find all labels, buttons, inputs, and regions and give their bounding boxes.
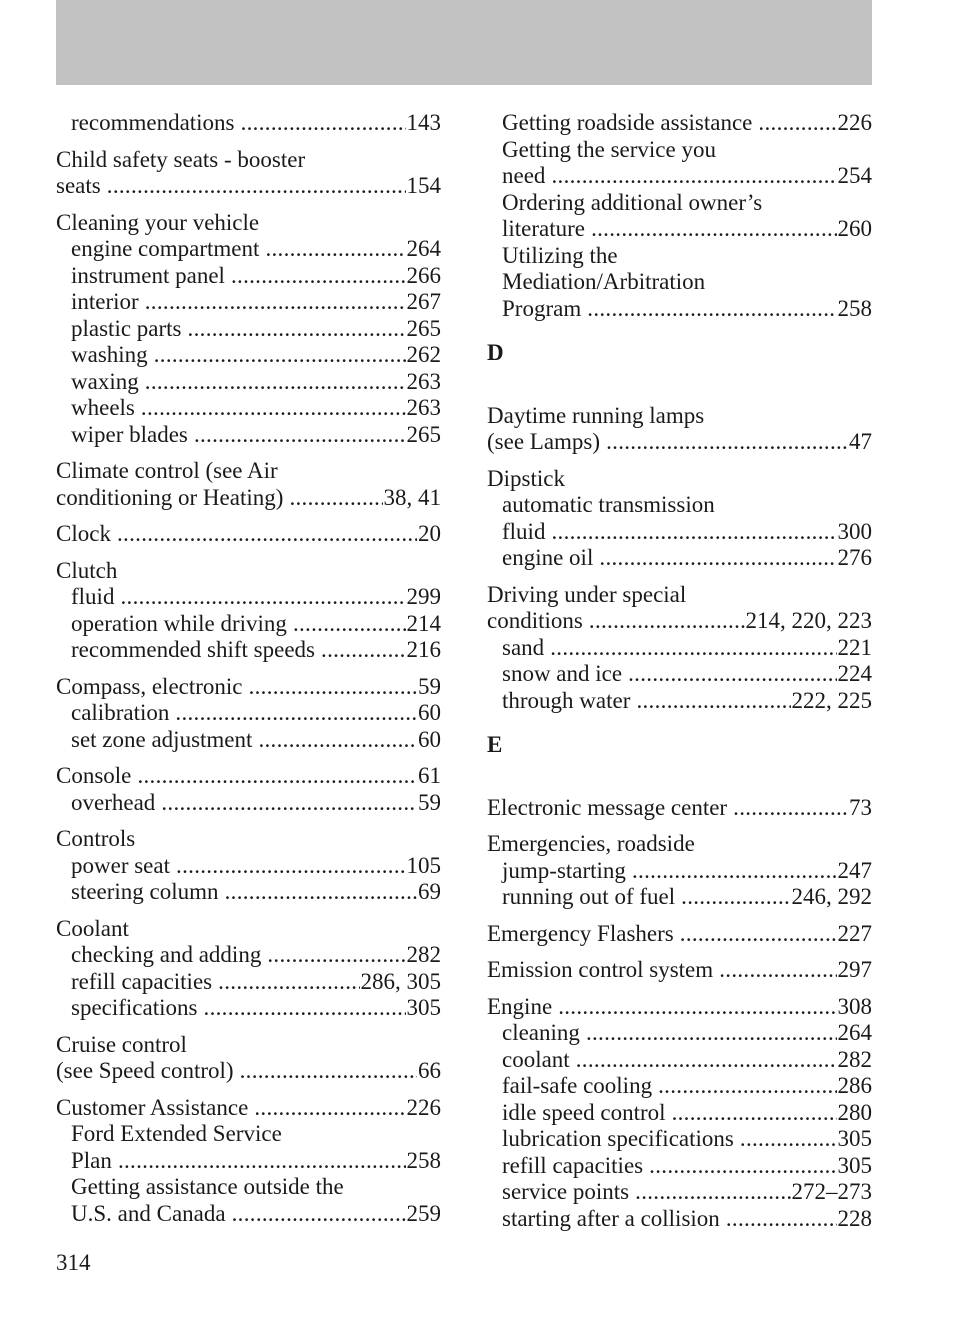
entry-text: operation while driving	[71, 610, 287, 636]
entry-text: washing	[71, 342, 148, 367]
index-subentry	[56, 342, 441, 369]
entry-text: calibration	[71, 700, 170, 725]
entry-text: wiper blades	[71, 421, 188, 447]
entry-text: Getting roadside assistance	[502, 110, 753, 135]
index-subentry	[56, 584, 441, 611]
page-reference: 47	[849, 429, 872, 454]
index-subentry	[487, 858, 872, 885]
index-entry	[56, 763, 441, 816]
index-subentry	[487, 635, 872, 662]
entry-text: steering column	[71, 879, 219, 904]
page-reference: 299	[406, 584, 441, 609]
index-subentry	[487, 137, 872, 164]
index-heading	[56, 147, 441, 174]
index-heading	[56, 558, 441, 585]
index-subentry	[487, 269, 872, 296]
index-entry	[487, 466, 872, 572]
page-reference: 216	[406, 637, 441, 662]
entry-text: Engine	[487, 993, 553, 1019]
index-heading	[56, 210, 441, 237]
entry-text: Mediation/Arbitration	[502, 269, 706, 294]
page-reference: 267	[406, 289, 441, 314]
page-reference: 272–273	[791, 1179, 872, 1204]
index-heading	[56, 674, 441, 701]
entry-text: Compass, electronic	[56, 673, 243, 699]
entry-text: engine oil	[502, 545, 594, 570]
entry-text: sand	[502, 634, 545, 660]
index-subentry	[487, 519, 872, 546]
page-reference: 59	[418, 673, 441, 699]
index-heading	[56, 1095, 441, 1122]
entry-text: Driving under special	[487, 581, 687, 607]
index-column-left	[56, 110, 441, 1237]
page-reference: 224	[837, 661, 872, 686]
index-subentry	[487, 1047, 872, 1074]
index-heading	[487, 957, 872, 984]
entry-text: Dipstick	[487, 465, 565, 491]
index-subentry	[487, 1126, 872, 1153]
entry-text: interior	[71, 289, 139, 314]
entry-text: U.S. and Canada	[71, 1200, 226, 1226]
entry-text: plastic parts	[71, 315, 182, 341]
page-reference: 226	[406, 1094, 441, 1120]
entry-text: Cleaning your vehicle	[56, 209, 260, 235]
page-reference: 105	[406, 852, 441, 878]
index-heading	[56, 763, 441, 790]
entry-text: Climate control (see Air	[56, 458, 278, 483]
index-subentry	[487, 661, 872, 688]
index-entry	[487, 957, 872, 984]
page-reference: 300	[837, 518, 872, 544]
index-heading	[487, 466, 872, 493]
entry-text: fluid	[502, 518, 546, 544]
index-heading	[487, 582, 872, 609]
index-heading	[487, 831, 872, 858]
index-subentry	[487, 1206, 872, 1233]
index-entry	[487, 403, 872, 456]
index-subentry	[56, 879, 441, 906]
page-reference: 228	[837, 1205, 872, 1231]
page-reference: 38, 41	[383, 484, 441, 510]
entry-text: recommended shift speeds	[71, 637, 315, 662]
entry-text: Utilizing the	[502, 242, 618, 268]
entry-text: Daytime running lamps	[487, 402, 705, 428]
page-reference: 20	[418, 521, 441, 546]
index-subentry	[56, 422, 441, 449]
page-reference: 286	[837, 1073, 872, 1098]
entry-text: idle speed control	[502, 1099, 666, 1125]
entry-text: checking and adding	[71, 942, 262, 967]
page-reference: 263	[406, 395, 441, 420]
entry-text: conditioning or Heating)	[56, 484, 284, 510]
entry-text: jump-starting	[502, 857, 626, 883]
page-reference: 247	[837, 857, 872, 883]
index-subentry	[56, 637, 441, 664]
page-reference: 221	[837, 634, 872, 660]
page-reference: 222, 225	[791, 687, 872, 713]
page-reference: 263	[406, 368, 441, 394]
page-reference: 266	[406, 262, 441, 288]
index-entry	[487, 582, 872, 715]
index-subentry	[487, 1153, 872, 1180]
index-subentry	[56, 942, 441, 969]
index-subentry	[56, 369, 441, 396]
entry-text: Ford Extended Service	[71, 1121, 282, 1146]
index-subentry	[56, 727, 441, 754]
page-reference: 258	[406, 1147, 441, 1173]
page-reference: 143	[406, 110, 441, 135]
entry-text: power seat	[71, 852, 170, 878]
page-reference: 305	[837, 1152, 872, 1178]
page-reference: 264	[406, 236, 441, 261]
entry-text: refill capacities	[71, 968, 213, 994]
entry-text: Emergency Flashers	[487, 920, 674, 946]
entry-text: Getting assistance outside the	[71, 1174, 344, 1199]
index-subentry	[56, 700, 441, 727]
page-reference: 265	[406, 421, 441, 447]
index-heading	[487, 795, 872, 822]
index-subentry	[56, 995, 441, 1022]
entry-text: starting after a collision	[502, 1205, 720, 1231]
page-reference: 260	[837, 216, 872, 241]
index-heading	[56, 458, 441, 485]
index-heading	[487, 608, 872, 635]
index-subentry	[487, 1073, 872, 1100]
index-subentry	[56, 316, 441, 343]
page-reference: 69	[418, 879, 441, 904]
entry-text: coolant	[502, 1046, 570, 1072]
index-entry	[56, 1095, 441, 1228]
entry-text: through water	[502, 687, 631, 713]
index-heading	[56, 521, 441, 548]
page-reference: 286, 305	[360, 968, 441, 994]
index-subentry	[56, 110, 441, 137]
index-subentry	[56, 263, 441, 290]
entry-text: Electronic message center	[487, 794, 728, 820]
index-entry	[56, 210, 441, 449]
index-heading	[56, 916, 441, 943]
entry-text: Getting the service you	[502, 136, 716, 162]
index-subentry	[487, 1100, 872, 1127]
index-subentry	[487, 243, 872, 270]
index-heading	[56, 826, 441, 853]
index-subentry	[56, 853, 441, 880]
entry-text: Program	[502, 295, 582, 321]
entry-text: engine compartment	[71, 236, 260, 261]
page-reference: 305	[837, 1126, 872, 1151]
page-reference: 154	[406, 173, 441, 198]
entry-text: Emission control system	[487, 957, 714, 982]
index-subentry	[487, 884, 872, 911]
index-entry	[56, 458, 441, 511]
entry-text: automatic transmission	[502, 492, 715, 517]
index-subentry	[487, 216, 872, 243]
page-reference: 308	[837, 993, 872, 1019]
index-subentry	[487, 545, 872, 572]
index-entry	[487, 110, 872, 322]
index-entry	[56, 916, 441, 1022]
index-entry	[56, 521, 441, 548]
entry-text: specifications	[71, 995, 198, 1020]
index-entry	[487, 921, 872, 948]
index-subentry	[487, 492, 872, 519]
index-entry	[56, 826, 441, 906]
index-entry	[56, 110, 441, 137]
page-reference: 73	[849, 794, 872, 820]
entry-text: Cruise control	[56, 1031, 187, 1057]
index-entry	[487, 795, 872, 822]
entry-text: snow and ice	[502, 661, 623, 686]
page-reference: 305	[406, 995, 441, 1020]
entry-text: waxing	[71, 368, 139, 394]
entry-text: conditions	[487, 608, 583, 633]
page-reference: 282	[837, 1046, 872, 1072]
entry-text: (see Lamps)	[487, 429, 601, 454]
page-reference: 214, 220, 223	[745, 608, 872, 633]
entry-text: set zone adjustment	[71, 726, 253, 752]
page-reference: 61	[418, 763, 441, 788]
entry-text: Emergencies, roadside	[487, 831, 695, 856]
page-reference: 259	[406, 1200, 441, 1226]
entry-text: running out of fuel	[502, 884, 676, 909]
entry-text: service points	[502, 1179, 630, 1204]
entry-text: need	[502, 163, 546, 188]
index-heading	[487, 994, 872, 1021]
index-subentry	[56, 289, 441, 316]
index-subentry	[487, 296, 872, 323]
entry-text: Ordering additional owner’s	[502, 189, 763, 215]
section-letter: D	[487, 340, 504, 365]
entry-text: seats	[56, 173, 101, 198]
index-subentry	[56, 1174, 441, 1201]
page-reference: 276	[837, 545, 872, 570]
entry-text: overhead	[71, 789, 156, 815]
index-entry	[56, 558, 441, 664]
entry-text: Controls	[56, 826, 136, 851]
index-heading	[56, 1058, 441, 1085]
page-reference: 60	[418, 700, 441, 725]
index-entry	[56, 147, 441, 200]
page-number: 314	[56, 1250, 91, 1275]
index-subentry	[56, 969, 441, 996]
page-reference: 265	[406, 315, 441, 341]
page-reference: 280	[837, 1099, 872, 1125]
index-subentry	[56, 790, 441, 817]
entry-text: Child safety seats - booster	[56, 146, 306, 172]
index-subentry	[487, 688, 872, 715]
entry-text: Coolant	[56, 915, 129, 941]
index-subentry	[487, 163, 872, 190]
index-heading	[56, 485, 441, 512]
page-reference: 214	[406, 610, 441, 636]
header-bar	[56, 0, 872, 85]
index-subentry	[487, 110, 872, 137]
index-heading	[487, 921, 872, 948]
index-subentry	[56, 1148, 441, 1175]
page-reference: 297	[837, 957, 872, 982]
page-reference: 258	[837, 295, 872, 321]
entry-text: wheels	[71, 395, 135, 420]
entry-text: (see Speed control)	[56, 1058, 234, 1083]
index-subentry	[56, 236, 441, 263]
index-entry	[56, 1032, 441, 1085]
index-subentry	[56, 1121, 441, 1148]
entry-text: Customer Assistance	[56, 1094, 249, 1120]
entry-text: Console	[56, 763, 132, 788]
page-reference: 227	[837, 920, 872, 946]
entry-text: recommendations	[71, 110, 235, 135]
index-subentry	[487, 1020, 872, 1047]
index-subentry	[56, 395, 441, 422]
page-reference: 66	[418, 1058, 441, 1083]
section-letter: E	[487, 732, 503, 757]
index-heading	[56, 173, 441, 200]
index-column-right	[487, 110, 872, 1242]
entry-text: Plan	[71, 1147, 112, 1173]
index-entry	[487, 831, 872, 911]
entry-text: literature	[502, 216, 586, 241]
entry-text: cleaning	[502, 1020, 580, 1045]
entry-text: refill capacities	[502, 1152, 644, 1178]
index-heading	[487, 403, 872, 430]
entry-text: fail-safe cooling	[502, 1073, 653, 1098]
entry-text: Clock	[56, 521, 111, 546]
entry-text: lubrication specifications	[502, 1126, 734, 1151]
page-reference: 264	[837, 1020, 872, 1045]
index-entry	[487, 994, 872, 1233]
entry-text: Clutch	[56, 557, 118, 583]
index-subentry	[487, 1179, 872, 1206]
entry-text: instrument panel	[71, 262, 225, 288]
index-heading	[56, 1032, 441, 1059]
page-reference: 246, 292	[791, 884, 872, 909]
page-reference: 262	[406, 342, 441, 367]
page-reference: 226	[837, 110, 872, 135]
page-reference: 60	[418, 726, 441, 752]
page-reference: 254	[837, 163, 872, 188]
index-heading	[487, 429, 872, 456]
index-subentry	[56, 611, 441, 638]
index-subentry	[487, 190, 872, 217]
page-reference: 59	[418, 789, 441, 815]
index-entry	[56, 674, 441, 754]
page-reference: 282	[406, 942, 441, 967]
index-subentry	[56, 1201, 441, 1228]
entry-text: fluid	[71, 584, 115, 609]
